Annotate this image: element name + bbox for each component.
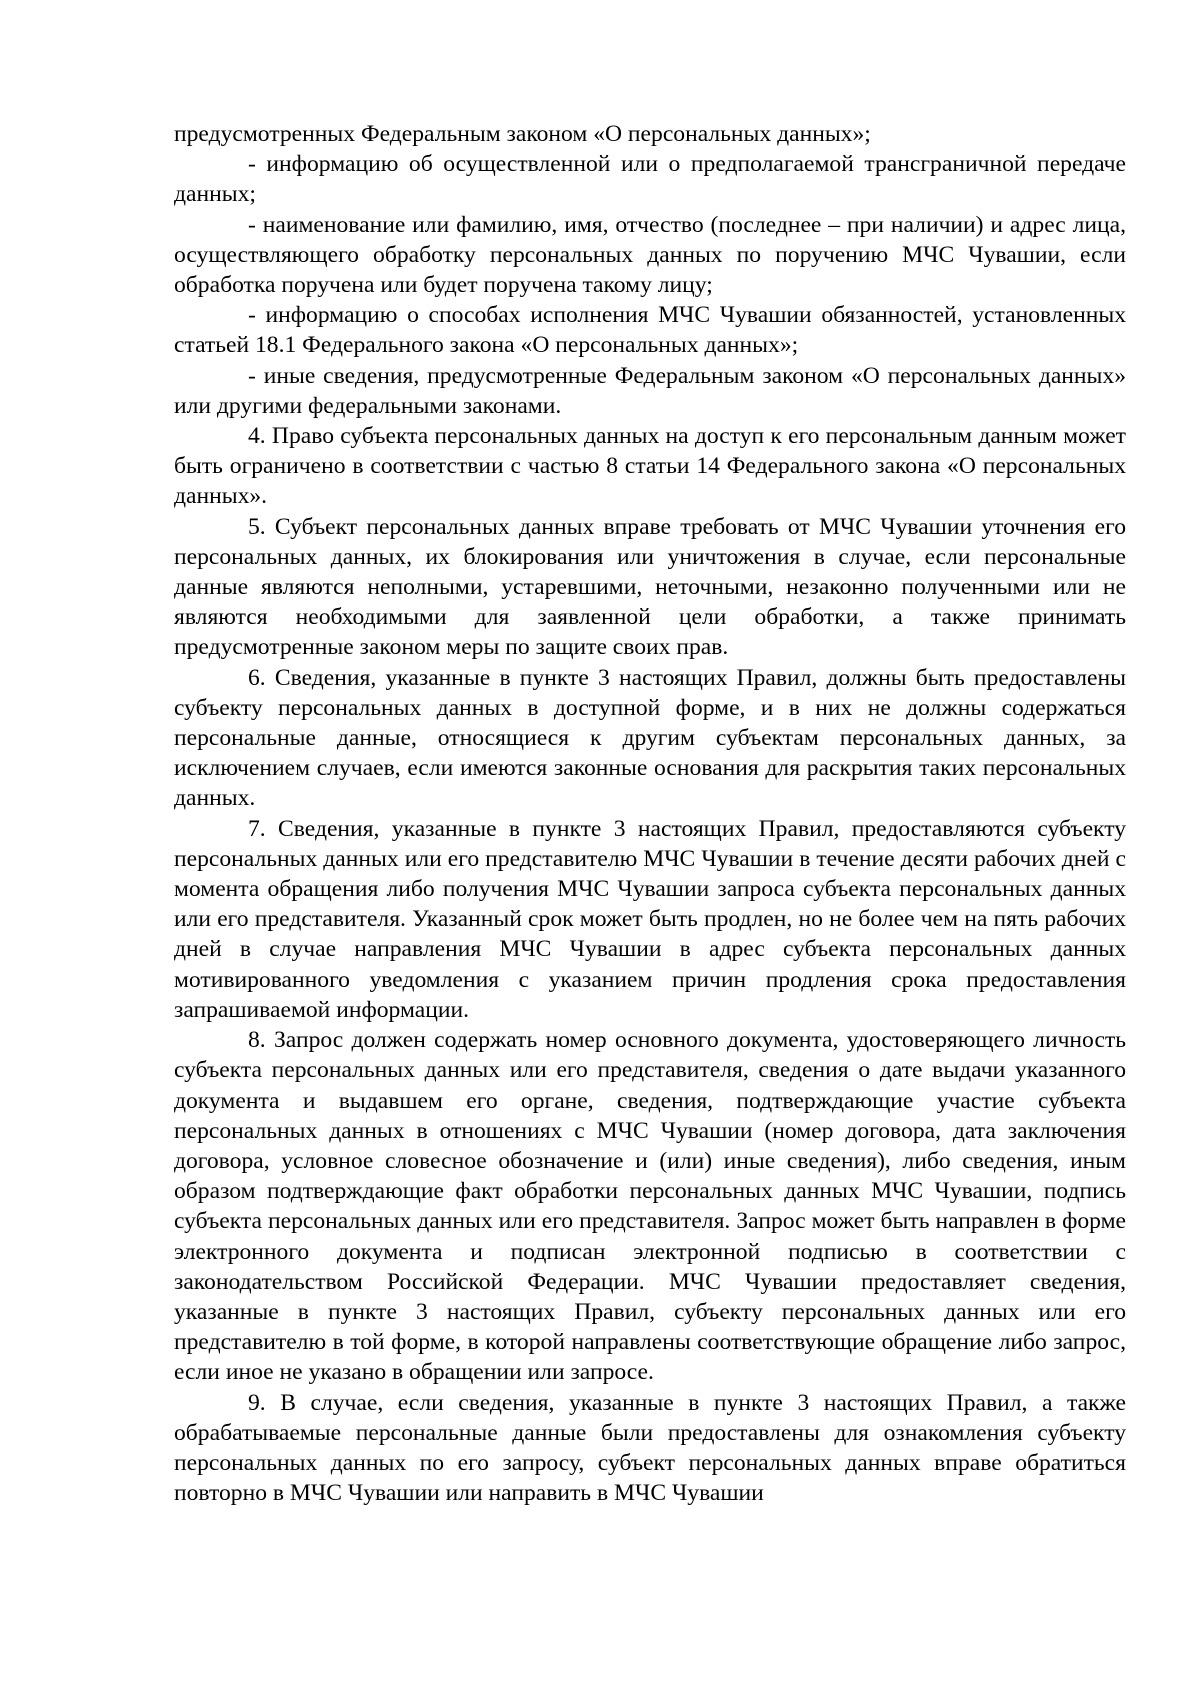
document-body <box>174 119 1126 1508</box>
paragraph-clause-4: 4. Право субъекта персональных данных на доступ к его персональным данным может быть ограничено в соответствии с частью 8 статьи 14 Федерального закона «О персональных данных». <box>174 423 1126 510</box>
paragraph-list-item-other-info: - иные сведения, предусмотренные Федеральным законом «О персональных данных» или другими федеральными законами. <box>174 362 1126 419</box>
paragraph-continuation: предусмотренных Федеральным законом «О персональных данных»; <box>174 121 871 147</box>
paragraph-clause-8: 8. Запрос должен содержать номер основного документа, удостоверяющего личность субъекта персональных данных или его представителя, сведения о дате выдачи указанного документа и выдавшем его органе, сведения, подтверждающие участие субъекта персональных данных в отношениях с МЧС Чувашии (номер договора, дата заключения договора, условное словесное обозначение и (или) иные сведения), либо сведения, иным образом подтверждающие факт обработки персональных данных МЧС Чувашии, подпись субъекта персональных данных или его представителя. Запрос может быть направлен в форме электронного документа и подписан электронной подписью в соответствии с законодательством Российской Федерации. МЧС Чувашии предоставляет сведения, указанные в пункте 3 настоящих Правил, субъекту персональных данных или его представителю в той форме, в которой направлены соответствующие обращение либо запрос, если иное не указано в обращении или запросе. <box>174 1027 1126 1386</box>
paragraph-clause-6: 6. Сведения, указанные в пункте 3 настоящих Правил, должны быть предоставлены субъекту персональных данных в доступной форме, и в них не должны содержаться персональные данные, относящиеся к другим субъектам персональных данных, за исключением случаев, если имеются законные основания для раскрытия таких персональных данных. <box>174 664 1126 812</box>
paragraph-list-item-obligations: - информацию о способах исполнения МЧС Чувашии обязанностей, установленных статьей 18.1 Федерального закона «О персональных данных»; <box>174 302 1126 359</box>
paragraph-list-item-transborder: - информацию об осуществленной или о предполагаемой трансграничной передаче данных; <box>174 151 1126 208</box>
paragraph-clause-9: 9. В случае, если сведения, указанные в пункте 3 настоящих Правил, а также обрабатываемые персональные данные были предоставлены для ознакомления субъекту персональных данных по его запросу, субъект персональных данных вправе обратиться повторно в МЧС Чувашии или направить в МЧС Чувашии <box>174 1389 1126 1507</box>
paragraph-clause-5: 5. Субъект персональных данных вправе требовать от МЧС Чувашии уточнения его персональных данных, их блокирования или уничтожения в случае, если персональные данные являются неполными, устаревшими, неточными, незаконно полученными или не являются необходимыми для заявленной цели обработки, а также принимать предусмотренные законом меры по защите своих прав. <box>174 513 1126 661</box>
paragraph-list-item-processor: - наименование или фамилию, имя, отчество (последнее – при наличии) и адрес лица, осуществляющего обработку персональных данных по поручению МЧС Чувашии, если обработка поручена или будет поручена такому лицу; <box>174 211 1126 299</box>
paragraph-clause-7: 7. Сведения, указанные в пункте 3 настоящих Правил, предоставляются субъекту персональных данных или его представителю МЧС Чувашии в течение десяти рабочих дней с момента обращения либо получения МЧС Чувашии запроса субъекта персональных данных или его представителя. Указанный срок может быть продлен, но не более чем на пять рабочих дней в случае направления МЧС Чувашии в адрес субъекта персональных данных мотивированного уведомления с указанием причин продления срока предоставления запрашиваемой информации. <box>174 815 1126 1023</box>
